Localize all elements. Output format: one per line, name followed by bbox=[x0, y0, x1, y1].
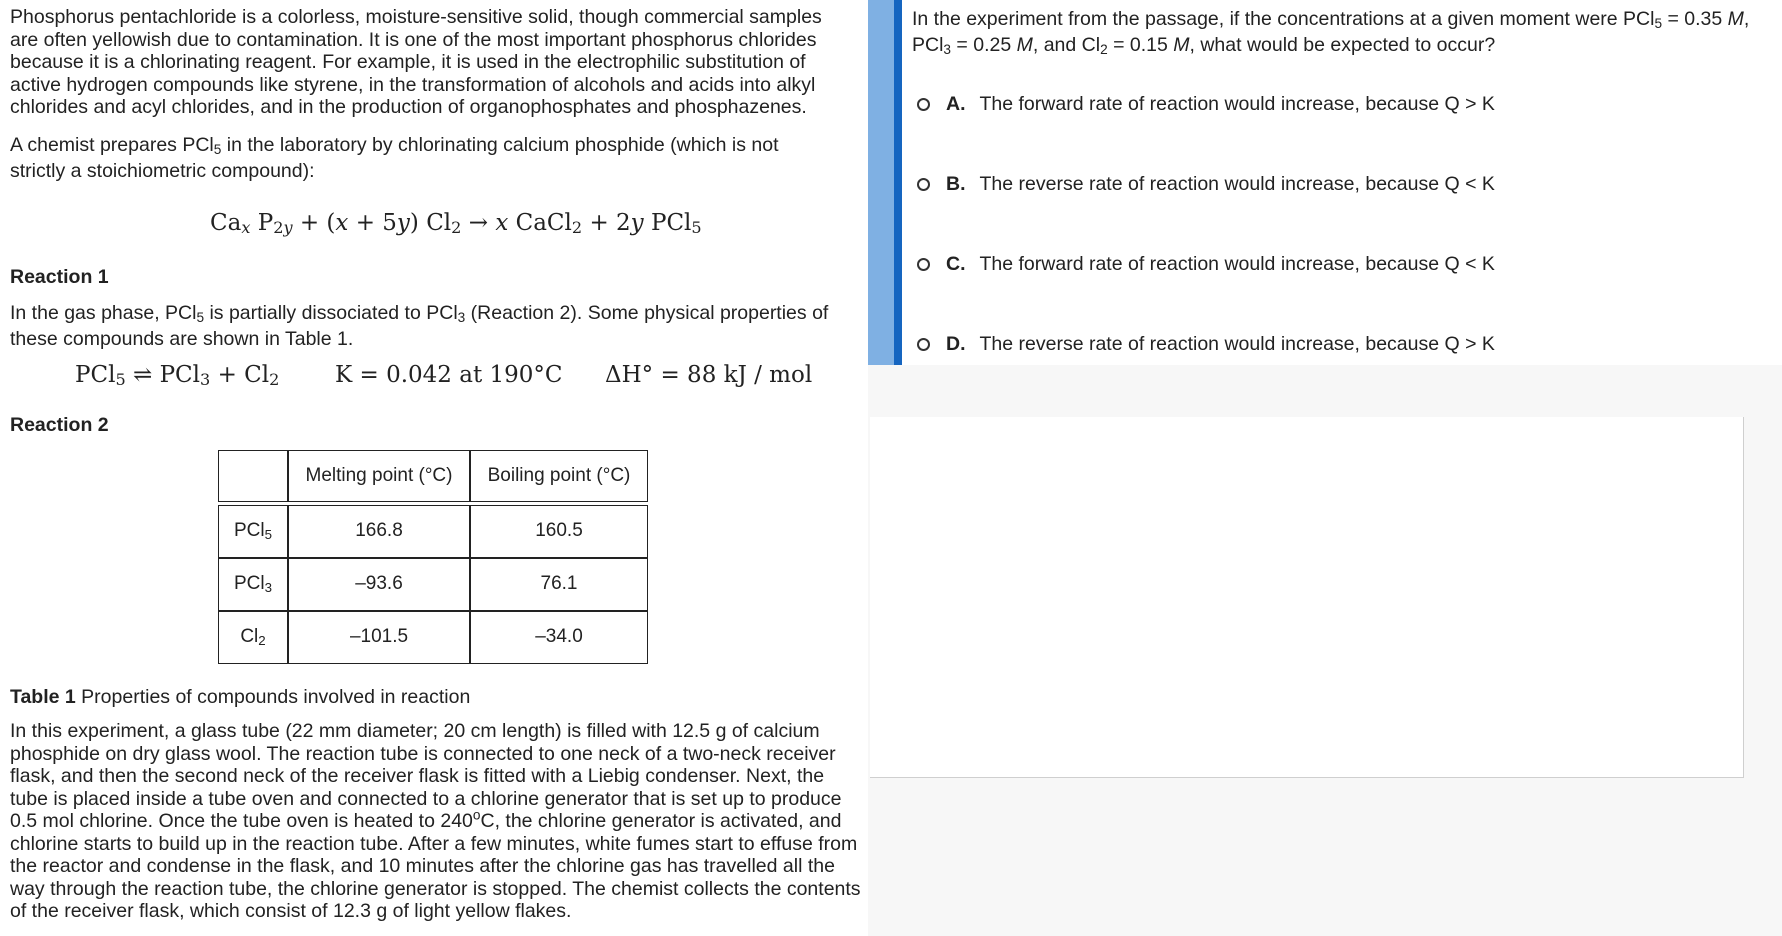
option-letter: D. bbox=[946, 333, 966, 355]
compound-cell: $Cl_2$ bbox=[218, 611, 288, 664]
reaction-2-equation: PCl$_5$ ⇌ $PCl_3 + Cl_2$ K = 0.042 at 190°C ΔH° = 88 kJ / mol bbox=[75, 362, 813, 389]
option-letter: C. bbox=[946, 253, 966, 275]
radio-button[interactable] bbox=[917, 178, 930, 191]
compound-cell: PCl$_5$ bbox=[218, 505, 288, 558]
question-stem: In the experiment from the passage, if the concentrations at a given moment were PCl$_5$ = 0.35 M, PCl$_3$ = 0.25 M, and $Cl_2 = 0.15$ M, what would be expected to occur? bbox=[912, 8, 1750, 57]
reaction-1-heading: Reaction 1 bbox=[10, 266, 109, 288]
boiling-point-cell: 76.1 bbox=[470, 558, 648, 611]
table-header-cell: Boiling point (°C) bbox=[470, 450, 648, 502]
divider-accent-bar bbox=[894, 0, 902, 365]
option-letter: A. bbox=[946, 93, 966, 115]
option-letter: B. bbox=[946, 173, 966, 195]
table-header-cell bbox=[218, 450, 288, 502]
compound-cell: PCl$_3$ bbox=[218, 558, 288, 611]
boiling-point-cell: –34.0 bbox=[470, 611, 648, 664]
equilibrium-constant: K = 0.042 at 190°C bbox=[335, 362, 563, 388]
answer-option-b[interactable] bbox=[917, 173, 1495, 196]
answer-option-d[interactable] bbox=[917, 333, 1495, 356]
melting-point-cell: –93.6 bbox=[288, 558, 470, 611]
radio-button[interactable] bbox=[917, 338, 930, 351]
passage-paragraph-3: In the gas phase, PCl$_5$ is partially dissociated to PCl$_3$ (Reaction 2). Some physical properties of these compounds are shown in Table 1. bbox=[10, 302, 829, 350]
properties-table bbox=[218, 450, 648, 664]
melting-point-cell: –101.5 bbox=[288, 611, 470, 664]
passage-paragraph-1: Phosphorus pentachloride is a colorless, moisture-sensitive solid, though commercial samples are often yellowish due to contamination. It is one of the most important phosphorus chlorides because it is a chlorinating reagent. For example, it is used in the electrophilic substitution of active hydrogen compounds like styrene, in the transformation of alcohols and acids into alkyl chlorides and acyl chlorides, and in the production of organophosphates and phosphazenes. bbox=[10, 6, 822, 118]
option-text: The reverse rate of reaction would increase, because Q < K bbox=[979, 173, 1495, 195]
table-header-row bbox=[218, 450, 648, 502]
option-text: The reverse rate of reaction would increase, because Q > K bbox=[979, 333, 1495, 355]
table-caption: Table 1 Properties of compounds involved in reaction bbox=[10, 686, 471, 708]
radio-button[interactable] bbox=[917, 98, 930, 111]
radio-button[interactable] bbox=[917, 258, 930, 271]
table-row bbox=[218, 558, 648, 611]
reaction-2-heading: Reaction 2 bbox=[10, 414, 109, 436]
option-text: The forward rate of reaction would increase, because Q < K bbox=[979, 253, 1495, 275]
passage-paragraph-2: A chemist prepares PCl$_5$ in the laboratory by chlorinating calcium phosphide (which is not strictly a stoichiometric compound): bbox=[10, 134, 779, 182]
table-row bbox=[218, 611, 648, 664]
reaction-1-equation: $Ca_x$ $P_{2y} + (x + 5y) Cl_2 \to x$ CaCl$_2$ + 2y PCl$_5$ bbox=[210, 210, 702, 237]
melting-point-cell: 166.8 bbox=[288, 505, 470, 558]
right-panel-box bbox=[870, 417, 1744, 778]
table-header-cell: Melting point (°C) bbox=[288, 450, 470, 502]
enthalpy-value: ΔH° = 88 kJ / mol bbox=[605, 362, 813, 388]
boiling-point-cell: 160.5 bbox=[470, 505, 648, 558]
table-row bbox=[218, 505, 648, 558]
passage bbox=[10, 6, 861, 922]
option-text: The forward rate of reaction would increase, because Q > K bbox=[979, 93, 1495, 115]
answer-option-c[interactable] bbox=[917, 253, 1495, 276]
panel-divider[interactable] bbox=[868, 0, 902, 365]
passage-paragraph-4: In this experiment, a glass tube (22 mm diameter; 20 cm length) is filled with 12.5 g of calcium phosphide on dry glass wool. The reaction tube is connected to one neck of a two-neck receiver flask, and then the second neck of the receiver flask is fitted with a Liebig condenser. Next, the tube is placed inside a tube oven and connected to a chlorine generator that is set up to produce 0.5 mol chlorine. Once the tube oven is heated to 240$^o$C, the chlorine generator is activated, and chlorine starts to build up in the reaction tube. After a few minutes, white fumes start to effuse from the reactor and condense in the flask, and 10 minutes after the chlorine gas has travelled all the way through the reaction tube, the chlorine generator is stopped. The chemist collects the contents of the receiver flask, which consist of 12.3 g of light yellow flakes. bbox=[10, 720, 861, 922]
answer-option-a[interactable] bbox=[917, 93, 1495, 116]
